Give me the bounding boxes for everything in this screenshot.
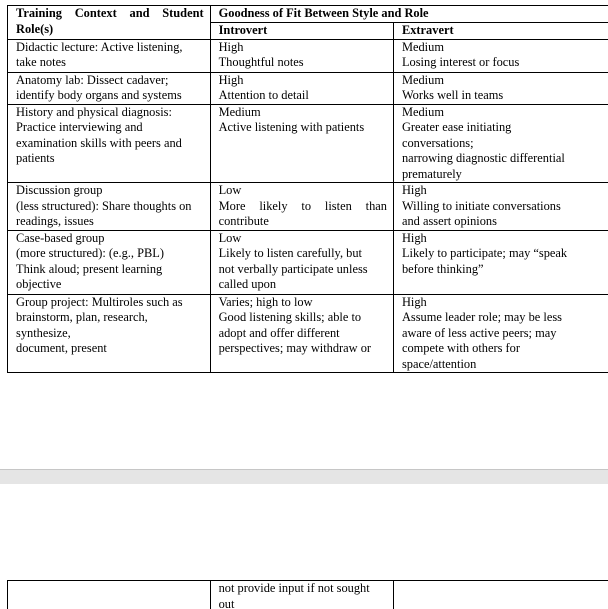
cell-line: synthesize, bbox=[16, 325, 71, 340]
cell-line: called upon bbox=[218, 277, 277, 291]
cell-line: Case-based group bbox=[16, 230, 105, 245]
cell-line: space/attention bbox=[401, 356, 477, 371]
cell-introvert bbox=[210, 183, 393, 231]
cell-line: Discussion group bbox=[16, 183, 103, 197]
cell-line: identify body organs and systems bbox=[16, 88, 182, 102]
cell-line: Greater ease initiating bbox=[401, 120, 512, 134]
table-row bbox=[8, 39, 608, 72]
cell-context bbox=[8, 72, 211, 104]
cell-line: document, present bbox=[16, 341, 107, 355]
cell-line: Think aloud; present learning bbox=[16, 261, 163, 276]
header-goodness-of-fit: Goodness of Fit Between Style and Role bbox=[210, 6, 608, 23]
cell-line: compete with others for bbox=[401, 341, 520, 355]
table-row-continuation bbox=[8, 581, 608, 609]
table-row bbox=[8, 183, 608, 231]
fit-rating: High bbox=[401, 230, 427, 245]
cell-line: Practice interviewing and bbox=[16, 120, 143, 134]
header-introvert: Introvert bbox=[210, 22, 393, 39]
fit-rating: High bbox=[218, 72, 244, 87]
fit-rating: Medium bbox=[218, 104, 261, 119]
cell-line: perspectives; may withdraw or bbox=[218, 341, 372, 355]
fit-rating: High bbox=[401, 294, 427, 309]
cell-extravert bbox=[393, 183, 608, 231]
table-header-row bbox=[8, 6, 608, 23]
cell-context bbox=[8, 294, 211, 373]
cell-line: aware of less active peers; may bbox=[401, 325, 557, 340]
cell-line: Good listening skills; able to bbox=[218, 310, 362, 324]
cell-line: Active listening with patients bbox=[218, 120, 365, 134]
cell-line: Likely to listen carefully, but bbox=[218, 246, 362, 260]
cell-line: narrowing diagnostic differential bbox=[401, 151, 565, 165]
cell-line: Thoughtful notes bbox=[218, 55, 304, 69]
fit-rating: High bbox=[401, 183, 427, 197]
cell-line: Willing to initiate conversations bbox=[401, 198, 561, 213]
cell-line: take notes bbox=[16, 55, 66, 69]
table-row bbox=[8, 104, 608, 183]
cell-line: brainstorm, plan, research, bbox=[16, 310, 148, 324]
fit-rating: Varies; high to low bbox=[218, 294, 313, 309]
cell-line: Didactic lecture: Active listening, bbox=[16, 39, 183, 54]
header-extravert: Extravert bbox=[393, 22, 608, 39]
goodness-of-fit-table-continued bbox=[7, 580, 608, 609]
cell-line: Group project: Multiroles such as bbox=[16, 294, 183, 309]
cell-line: Assume leader role; may be less bbox=[401, 310, 562, 324]
cell-line: prematurely bbox=[401, 166, 462, 181]
cell-context bbox=[8, 581, 211, 609]
cell-introvert bbox=[210, 104, 393, 183]
cell-line: patients bbox=[16, 151, 55, 165]
header-line: Training Context and Student bbox=[16, 6, 204, 20]
cell-line: More likely to listen than bbox=[218, 198, 387, 213]
document-page-2 bbox=[0, 484, 608, 609]
cell-context bbox=[8, 104, 211, 183]
cell-line: examination skills with peers and bbox=[16, 135, 182, 150]
table-row bbox=[8, 294, 608, 373]
cell-line: (more structured): (e.g., PBL) bbox=[16, 246, 164, 260]
table-row bbox=[8, 230, 608, 294]
cell-line: Losing interest or focus bbox=[401, 55, 520, 69]
cell-context bbox=[8, 230, 211, 294]
fit-rating: High bbox=[218, 39, 244, 54]
cell-extravert bbox=[393, 581, 608, 609]
cell-introvert bbox=[210, 39, 393, 72]
header-training-context bbox=[8, 6, 211, 40]
cell-context bbox=[8, 183, 211, 231]
cell-context bbox=[8, 39, 211, 72]
header-line: Role(s) bbox=[16, 21, 54, 36]
cell-line: History and physical diagnosis: bbox=[16, 104, 172, 119]
cell-line: contribute bbox=[218, 214, 269, 228]
cell-extravert bbox=[393, 39, 608, 72]
fit-rating: Low bbox=[218, 230, 242, 245]
cell-line: (less structured): Share thoughts on bbox=[16, 198, 192, 213]
cell-line: before thinking” bbox=[401, 261, 484, 276]
cell-line: and assert opinions bbox=[401, 214, 497, 228]
cell-line: Anatomy lab: Dissect cadaver; bbox=[16, 72, 169, 87]
fit-rating: Low bbox=[218, 183, 242, 197]
cell-extravert bbox=[393, 230, 608, 294]
page-break-separator bbox=[0, 469, 608, 485]
cell-line: not provide input if not sought bbox=[218, 581, 370, 595]
cell-line: out bbox=[218, 596, 235, 609]
cell-line: readings, issues bbox=[16, 214, 94, 228]
cell-line: not verbally participate unless bbox=[218, 261, 368, 276]
cell-introvert bbox=[210, 581, 393, 609]
fit-rating: Medium bbox=[401, 104, 444, 119]
fit-rating: Medium bbox=[401, 72, 444, 87]
cell-line: Works well in teams bbox=[401, 88, 504, 102]
cell-line: conversations; bbox=[401, 135, 474, 150]
cell-extravert bbox=[393, 294, 608, 373]
cell-introvert bbox=[210, 72, 393, 104]
cell-line: objective bbox=[16, 277, 62, 291]
fit-rating: Medium bbox=[401, 39, 444, 54]
table-row bbox=[8, 72, 608, 104]
cell-line: adopt and offer different bbox=[218, 325, 340, 340]
cell-line: Attention to detail bbox=[218, 88, 309, 102]
goodness-of-fit-table bbox=[7, 5, 608, 373]
cell-extravert bbox=[393, 72, 608, 104]
cell-introvert bbox=[210, 230, 393, 294]
cell-introvert bbox=[210, 294, 393, 373]
cell-extravert bbox=[393, 104, 608, 183]
cell-line: Likely to participate; may “speak bbox=[401, 246, 568, 260]
